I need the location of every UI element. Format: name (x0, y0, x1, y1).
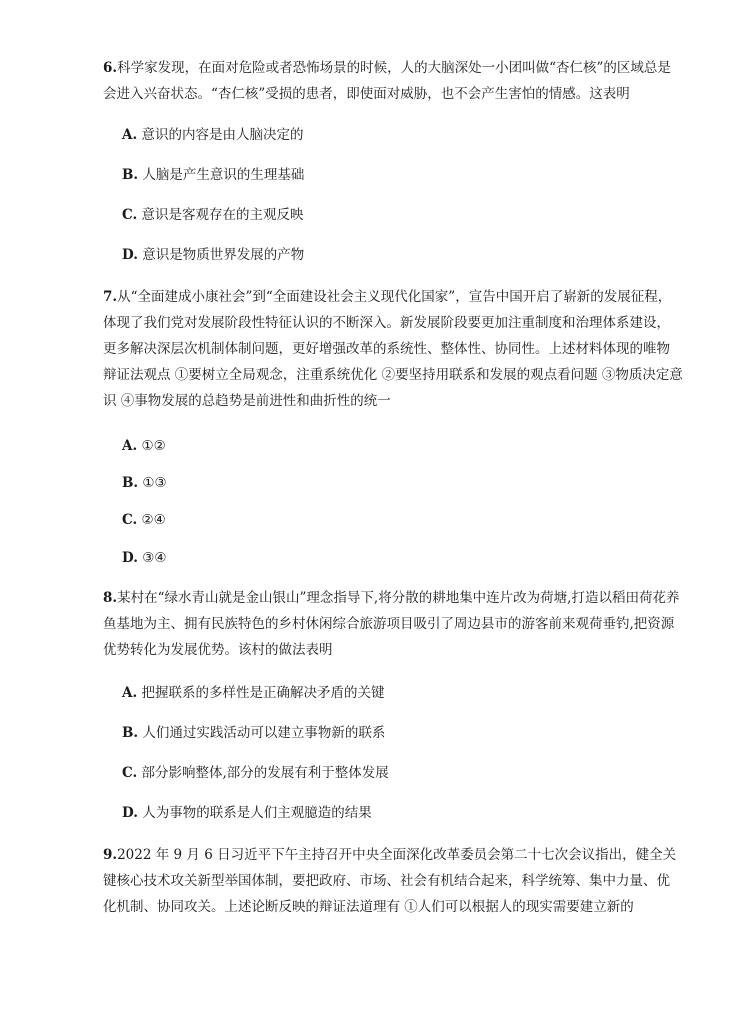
option-letter: B. (122, 725, 139, 741)
option-letter: A. (122, 438, 138, 454)
question-text: 从“全面建成小康社会”到“全面建设社会主义现代化国家”，宣告中国开启了崭新的发展征程，体现了我们党对发展阶段性特征认识的不断深入。新发展阶段要更加注重制度和治理体系建设，更多解决深层次机制体制问题，更好增强改革的系统性、整体性、协同性。上述材料体现的唯物辩证法观点 ①要树立全局观念，注重系统优化 ②要坚持用联系和发展的观点看问题 ③物质决定意识 ④事物发展的总趋势是前进性和曲折性的统一 (103, 289, 683, 409)
question-6-stem (103, 55, 683, 107)
option-letter: C. (122, 207, 138, 223)
option-text: 把握联系的多样性是正确解决矛盾的关键 (141, 685, 385, 701)
option-text: 人为事物的联系是人们主观臆造的结果 (142, 805, 372, 821)
question-8-option-a (122, 683, 682, 703)
question-7-option-d (122, 548, 682, 568)
question-text: 科学家发现，在面对危险或者恐怖场景的时候，人的大脑深处一小团叫做“杏仁核”的区域总是会进入兴奋状态。“杏仁核”受损的患者，即使面对威胁，也不会产生害怕的情感。这表明 (103, 60, 671, 102)
option-letter: C. (122, 765, 138, 781)
option-letter: B. (122, 475, 139, 491)
option-text: 意识是客观存在的主观反映 (141, 207, 304, 223)
question-7-option-a (122, 436, 682, 456)
option-letter: A. (122, 127, 138, 143)
question-number: 8. (103, 590, 118, 606)
question-7-option-c (122, 510, 682, 530)
option-text: 人们通过实践活动可以建立事物新的联系 (142, 725, 386, 741)
option-letter: A. (122, 685, 138, 701)
option-letter: D. (122, 805, 138, 821)
option-letter: D. (122, 247, 138, 263)
question-number: 7. (103, 289, 118, 305)
option-text: ①③ (142, 475, 167, 491)
option-text: 意识的内容是由人脑决定的 (141, 127, 304, 143)
option-text: ①② (141, 438, 166, 454)
question-number: 6. (103, 60, 118, 76)
question-7-stem (103, 284, 683, 414)
option-text: 人脑是产生意识的生理基础 (142, 167, 305, 183)
question-8-option-c (122, 763, 682, 783)
question-6-option-c (122, 205, 682, 225)
option-letter: D. (122, 550, 138, 566)
question-text: 某村在“绿水青山就是金山银山”理念指导下,将分散的耕地集中连片改为荷塘,打造以稻田荷花养鱼基地为主、拥有民族特色的乡村休闲综合旅游项目吸引了周边县市的游客前来观荷垂钓,把资源优势转化为发展优势。该村的做法表明 (103, 590, 680, 658)
question-8-option-d (122, 803, 682, 823)
question-8-option-b (122, 723, 682, 743)
question-9-stem (103, 842, 683, 920)
question-number: 9. (103, 847, 118, 863)
question-7-option-b (122, 473, 682, 493)
option-text: ③④ (142, 550, 167, 566)
option-letter: C. (122, 512, 138, 528)
question-6-option-b (122, 165, 682, 185)
option-text: ②④ (141, 512, 166, 528)
option-letter: B. (122, 167, 139, 183)
question-6-option-d (122, 245, 682, 265)
option-text: 部分影响整体,部分的发展有利于整体发展 (141, 765, 389, 781)
question-text: 2022 年 9 月 6 日习近平下午主持召开中央全面深化改革委员会第二十七次会议指出，健全关键核心技术攻关新型举国体制，要把政府、市场、社会有机结合起来，科学统筹、集中力量、优化机制、协同攻关。上述论断反映的辩证法道理有 ①人们可以根据人的现实需要建立新的 (103, 847, 677, 915)
question-6-option-a (122, 125, 682, 145)
option-text: 意识是物质世界发展的产物 (142, 247, 305, 263)
question-8-stem (103, 585, 683, 663)
